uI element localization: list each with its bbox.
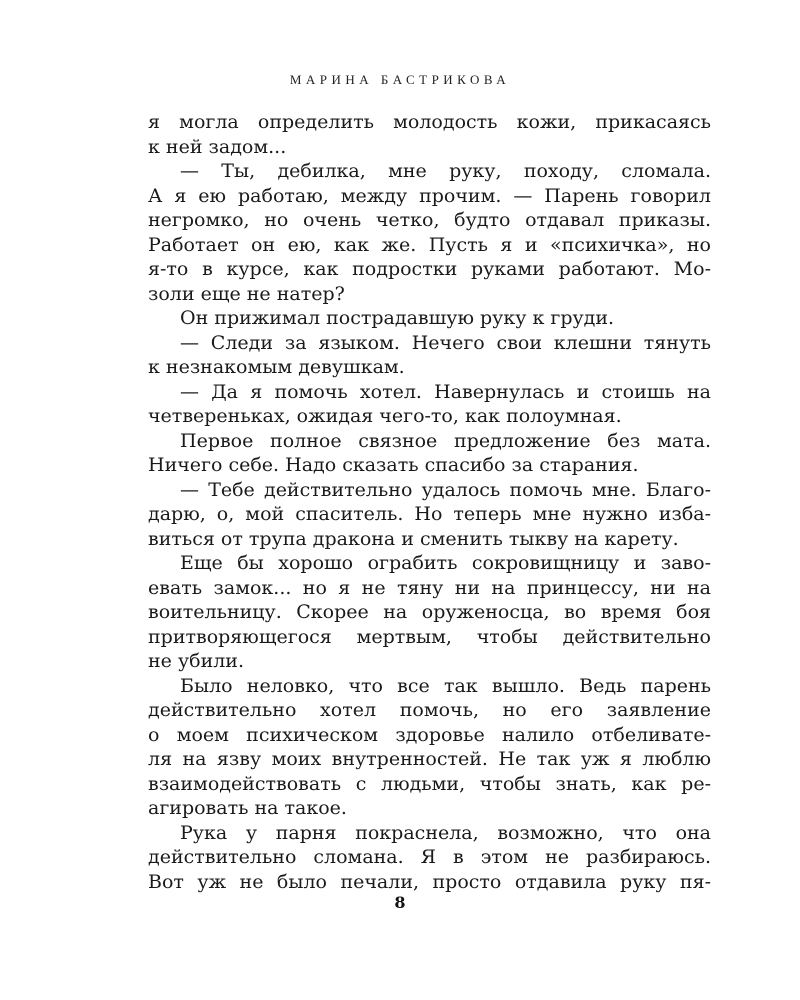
text-line: агировать на такое.	[148, 797, 347, 819]
text-line: к незнакомым девушкам.	[148, 356, 405, 378]
text-line: негромко, но очень четко, будто отдавал приказы.	[148, 209, 711, 231]
text-line: Ничего себе. Надо сказать спасибо за старания.	[148, 454, 639, 476]
text-line: виться от трупа дракона и сменить тыкву на карету.	[148, 527, 679, 550]
text-line: — Следи за языком. Нечего свои клешни тянуть	[180, 331, 711, 354]
text-line: четвереньках, ожидая чего-то, как полоумная.	[148, 405, 622, 427]
text-line: Рука у парня покраснела, возможно, что она	[180, 821, 711, 844]
text-line: взаимодействовать с людьми, чтобы знать, как ре-	[148, 772, 711, 795]
text-line: Работает он ею, как же. Пусть я и «психичка», но	[148, 233, 711, 256]
text-line: действительно хотел помочь, но его заявление	[148, 699, 711, 721]
text-line: притворяющегося мертвым, чтобы действительно	[148, 625, 711, 648]
running-head: МАРИНА БАСТРИКОВА	[289, 72, 511, 87]
text-line: дарю, о, мой спаситель. Но теперь мне нужно изба-	[148, 503, 711, 525]
text-line: о моем психическом здоровье налило отбеливате-	[148, 723, 711, 746]
text-line: Еще бы хорошо ограбить сокровищницу и заво-	[180, 552, 711, 574]
text-line: — Тебе действительно удалось помочь мне. Благо-	[180, 478, 711, 501]
text-line: — Ты, дебилка, мне руку, походу, сломала.	[180, 160, 711, 182]
text-line: Он прижимал пострадавшую руку к груди.	[180, 307, 615, 329]
text-line: воительницу. Скорее на оруженосца, во время боя	[148, 601, 711, 623]
text-line: я-то в курсе, как подростки руками работают. Мо-	[148, 258, 711, 280]
text-line: ля на язву моих внутренностей. Не так уж я люблю	[148, 748, 711, 770]
text-line: действительно сломана. Я в этом не разбираюсь.	[148, 846, 711, 868]
text-line: — Да я помочь хотел. Навернулась и стоишь на	[180, 380, 711, 403]
text-line: к ней задом...	[148, 135, 287, 158]
text-line: А я ею работаю, между прочим. — Парень говорил	[148, 184, 711, 207]
page-number: 8	[394, 893, 406, 912]
body-text	[148, 110, 711, 894]
text-line: Первое полное связное предложение без мата.	[180, 429, 711, 452]
text-line: я могла определить молодость кожи, прикасаясь	[148, 111, 711, 133]
text-line: евать замок... но я не тяну ни на принцессу, ни на	[148, 576, 711, 599]
text-line: золи еще не натер?	[148, 282, 345, 305]
text-line: Было неловко, что все так вышло. Ведь парень	[180, 674, 711, 697]
text-line: не убили.	[148, 650, 245, 672]
text-line: Вот уж не было печали, просто отдавила руку пя-	[148, 870, 711, 893]
